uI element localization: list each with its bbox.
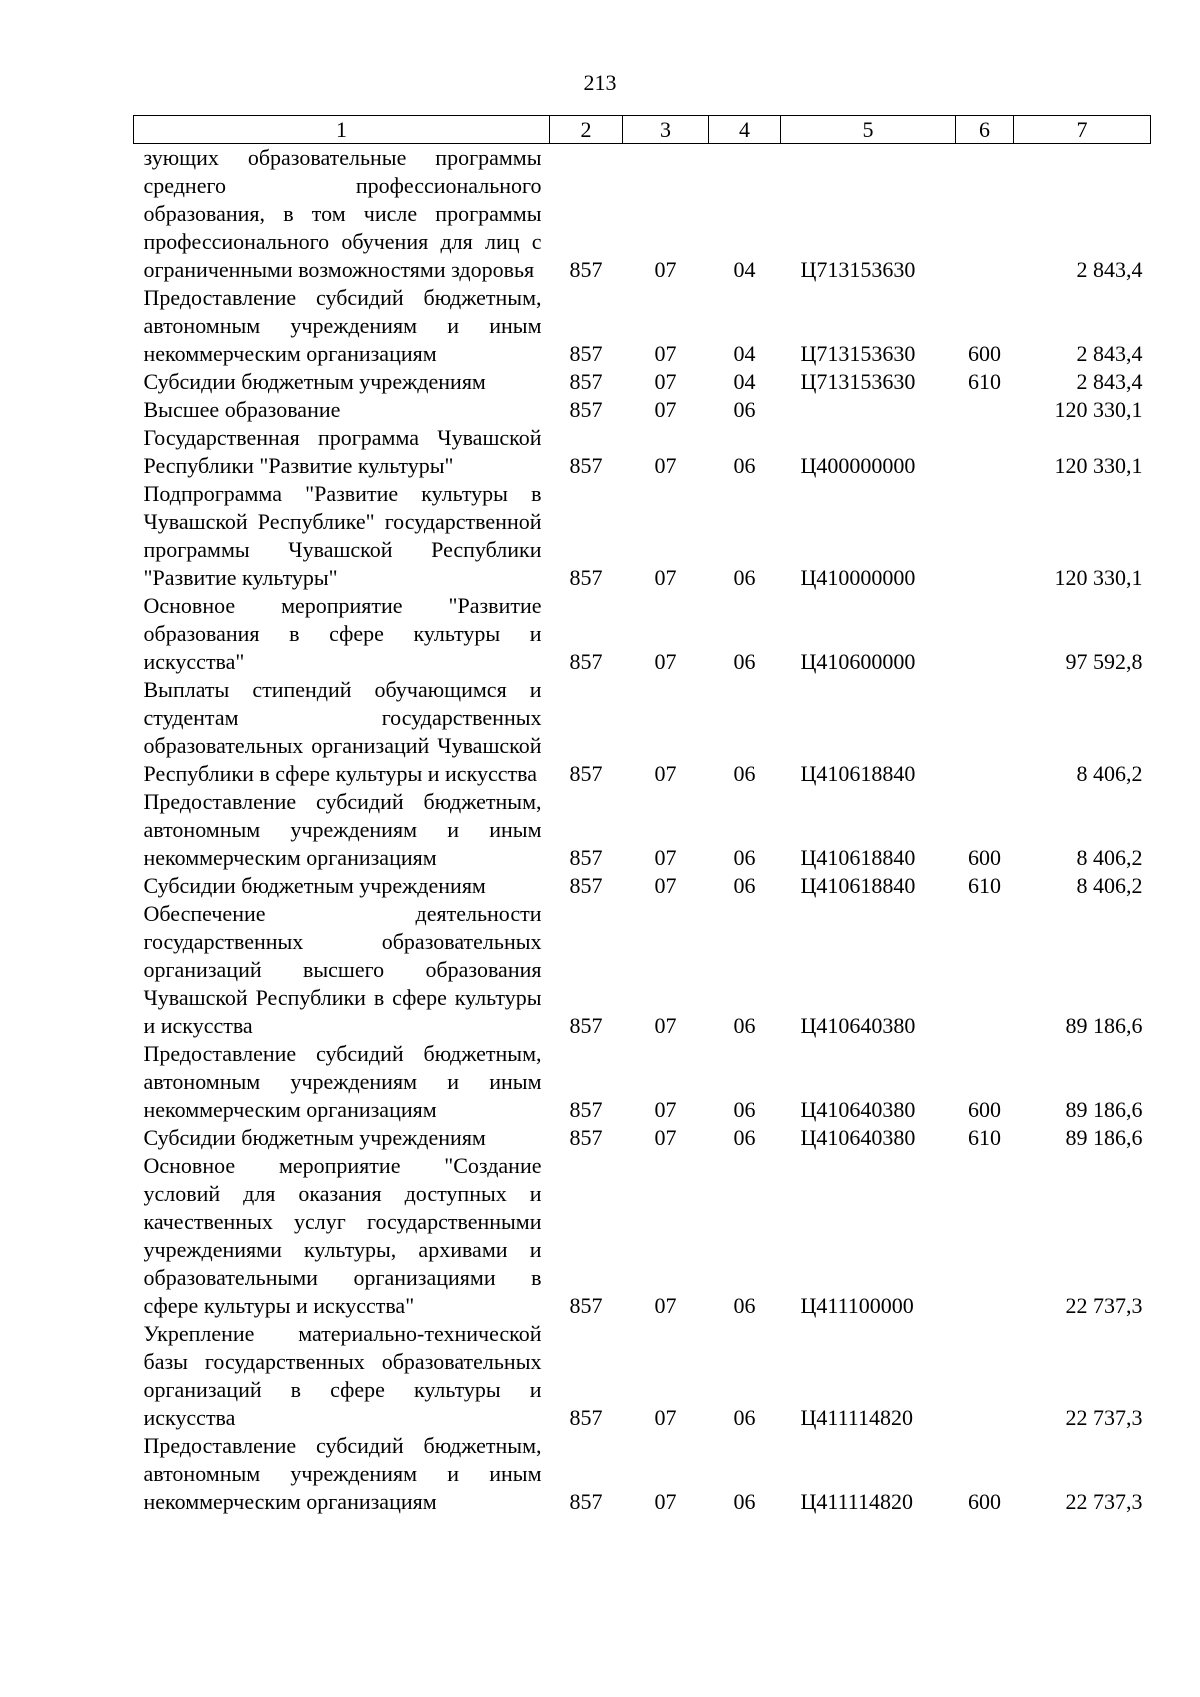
row-vr-code: 610: [968, 369, 1001, 394]
row-csr-code: Ц411114820: [800, 1489, 913, 1514]
table-row: [134, 1432, 1151, 1516]
row-vr-code: [956, 424, 1014, 480]
table-row: [134, 368, 1151, 396]
page-number: 213: [583, 70, 617, 95]
row-csr-code: Ц400000000: [800, 453, 916, 478]
row-rz-code: 07: [654, 1097, 677, 1122]
row-pr-code: 06: [733, 1013, 756, 1038]
table-body: [134, 144, 1151, 1517]
row-sum: 2 843,4: [1076, 257, 1143, 282]
row-gr-code: 857: [569, 649, 603, 674]
row-gr-code: 857: [569, 397, 603, 422]
row-vr-code: [956, 592, 1014, 676]
row-sum: 8 406,2: [1076, 761, 1143, 786]
col-header-2: 2: [550, 116, 623, 144]
table-row: [134, 676, 1151, 788]
row-pr-code: 04: [733, 341, 756, 366]
row-rz-code: 07: [654, 257, 677, 282]
col-header-1: 1: [134, 116, 550, 144]
row-pr-code: 06: [733, 453, 756, 478]
row-csr-code: Ц411114820: [800, 1405, 913, 1430]
row-rz-code: 07: [654, 845, 677, 870]
row-pr-code: 06: [733, 873, 756, 898]
row-vr-code: [956, 900, 1014, 1040]
row-gr-code: 857: [569, 873, 603, 898]
row-sum: 8 406,2: [1076, 845, 1143, 870]
row-name: Государственная программа Чувашской Республики "Развитие культуры": [143, 425, 542, 478]
table-row: [134, 592, 1151, 676]
row-sum: 2 843,4: [1076, 369, 1143, 394]
row-name: Основное мероприятие "Развитие образования в сфере культуры и искусства": [143, 593, 542, 674]
table-row: [134, 144, 1151, 285]
row-vr-code: [956, 676, 1014, 788]
row-vr-code: 600: [968, 341, 1001, 366]
row-sum: 22 737,3: [1065, 1405, 1143, 1430]
row-pr-code: 04: [733, 257, 756, 282]
row-rz-code: 07: [654, 1293, 677, 1318]
row-rz-code: 07: [654, 369, 677, 394]
row-csr-code: Ц410618840: [800, 845, 916, 870]
row-sum: 120 330,1: [1054, 397, 1143, 422]
row-csr-code: Ц410640380: [800, 1125, 916, 1150]
row-gr-code: 857: [569, 761, 603, 786]
row-gr-code: 857: [569, 1013, 603, 1038]
row-csr-code: Ц411100000: [800, 1293, 914, 1318]
row-gr-code: 857: [569, 369, 603, 394]
row-rz-code: 07: [654, 565, 677, 590]
col-header-7: 7: [1014, 116, 1151, 144]
row-name: Предоставление субсидий бюджетным, автономным учреждениям и иным некоммерческим организациям: [143, 285, 542, 366]
row-rz-code: 07: [654, 341, 677, 366]
col-header-6: 6: [956, 116, 1014, 144]
row-gr-code: 857: [569, 1097, 603, 1122]
row-rz-code: 07: [654, 397, 677, 422]
row-name: зующих образовательные программы среднего профессионального образования, в том числе программы профессионального обучения для лиц с ограниченными возможностями здоровья: [143, 145, 542, 282]
table-row: [134, 788, 1151, 872]
row-name: Подпрограмма "Развитие культуры в Чувашской Республике" государственной программы Чувашской Республики "Развитие культуры": [143, 481, 542, 590]
row-sum: 97 592,8: [1065, 649, 1143, 674]
table-row: [134, 284, 1151, 368]
row-pr-code: 06: [733, 397, 756, 422]
row-name: Укрепление материально-технической базы государственных образовательных организаций в сфере культуры и искусства: [143, 1321, 542, 1430]
row-sum: 89 186,6: [1065, 1013, 1143, 1038]
row-vr-code: [956, 396, 1014, 424]
row-gr-code: 857: [569, 341, 603, 366]
row-sum: 89 186,6: [1065, 1097, 1143, 1122]
row-rz-code: 07: [654, 649, 677, 674]
row-vr-code: 610: [968, 873, 1001, 898]
row-vr-code: [956, 1320, 1014, 1432]
row-sum: 2 843,4: [1076, 341, 1143, 366]
row-pr-code: 06: [733, 845, 756, 870]
row-gr-code: 857: [569, 1405, 603, 1430]
row-csr-code: Ц410600000: [800, 649, 916, 674]
row-pr-code: 06: [733, 1125, 756, 1150]
row-name: Высшее образование: [143, 397, 341, 422]
table-row: [134, 1040, 1151, 1124]
row-pr-code: 04: [733, 369, 756, 394]
row-pr-code: 06: [733, 565, 756, 590]
row-name: Обеспечение деятельности государственных образовательных организаций высшего образования Чувашской Республики в сфере культуры и искусства: [143, 901, 542, 1038]
row-vr-code: [956, 480, 1014, 592]
row-vr-code: [956, 1152, 1014, 1320]
row-sum: 120 330,1: [1054, 565, 1143, 590]
col-header-3: 3: [623, 116, 709, 144]
row-gr-code: 857: [569, 453, 603, 478]
row-vr-code: 600: [968, 1097, 1001, 1122]
row-pr-code: 06: [733, 1097, 756, 1122]
row-name: Предоставление субсидий бюджетным, автономным учреждениям и иным некоммерческим организациям: [143, 789, 542, 870]
row-pr-code: 06: [733, 1405, 756, 1430]
row-csr-code: Ц410640380: [800, 1097, 916, 1122]
row-csr-code: Ц410618840: [800, 761, 916, 786]
row-rz-code: 07: [654, 873, 677, 898]
row-csr-code: Ц410640380: [800, 1013, 916, 1038]
row-csr-code: Ц713153630: [800, 369, 916, 394]
row-sum: 120 330,1: [1054, 453, 1143, 478]
table-row: [134, 872, 1151, 900]
row-rz-code: 07: [654, 1125, 677, 1150]
table-row: [134, 396, 1151, 424]
row-rz-code: 07: [654, 761, 677, 786]
table-row: [134, 900, 1151, 1040]
row-name: Выплаты стипендий обучающимся и студентам государственных образовательных организаций Чувашской Республики в сфере культуры и искусства: [143, 677, 542, 786]
row-gr-code: 857: [569, 1489, 603, 1514]
row-gr-code: 857: [569, 1293, 603, 1318]
row-vr-code: 600: [968, 1489, 1001, 1514]
row-csr-code: Ц410618840: [800, 873, 916, 898]
table-row: [134, 1320, 1151, 1432]
table-row: [134, 480, 1151, 592]
row-rz-code: 07: [654, 1013, 677, 1038]
row-name: Субсидии бюджетным учреждениям: [143, 369, 486, 394]
row-rz-code: 07: [654, 453, 677, 478]
row-vr-code: 610: [968, 1125, 1001, 1150]
col-header-4: 4: [709, 116, 781, 144]
table-row: [134, 424, 1151, 480]
row-pr-code: 06: [733, 761, 756, 786]
row-name: Основное мероприятие "Создание условий для оказания доступных и качественных услуг государственными учреждениями культуры, архивами и образовательными организациями в сфере культуры и искусства": [143, 1153, 542, 1318]
row-name: Предоставление субсидий бюджетным, автономным учреждениям и иным некоммерческим организациям: [143, 1041, 542, 1122]
row-csr-code: Ц713153630: [800, 341, 916, 366]
row-name: Субсидии бюджетным учреждениям: [143, 1125, 486, 1150]
row-pr-code: 06: [733, 649, 756, 674]
row-pr-code: 06: [733, 1489, 756, 1514]
table-row: [134, 1152, 1151, 1320]
row-csr-code: [781, 396, 956, 424]
row-vr-code: 600: [968, 845, 1001, 870]
row-gr-code: 857: [569, 1125, 603, 1150]
row-sum: 22 737,3: [1065, 1293, 1143, 1318]
table-row: [134, 1124, 1151, 1152]
row-gr-code: 857: [569, 257, 603, 282]
row-gr-code: 857: [569, 845, 603, 870]
col-header-5: 5: [781, 116, 956, 144]
row-sum: 89 186,6: [1065, 1125, 1143, 1150]
row-pr-code: 06: [733, 1293, 756, 1318]
row-rz-code: 07: [654, 1405, 677, 1430]
row-csr-code: Ц410000000: [800, 565, 916, 590]
budget-table: [133, 115, 1151, 1516]
row-gr-code: 857: [569, 565, 603, 590]
row-vr-code: [956, 144, 1014, 285]
header-row: [134, 116, 1151, 144]
row-name: Субсидии бюджетным учреждениям: [143, 873, 486, 898]
row-rz-code: 07: [654, 1489, 677, 1514]
row-sum: 22 737,3: [1065, 1489, 1143, 1514]
row-sum: 8 406,2: [1076, 873, 1143, 898]
row-name: Предоставление субсидий бюджетным, автономным учреждениям и иным некоммерческим организациям: [143, 1433, 542, 1514]
row-csr-code: Ц713153630: [800, 257, 916, 282]
